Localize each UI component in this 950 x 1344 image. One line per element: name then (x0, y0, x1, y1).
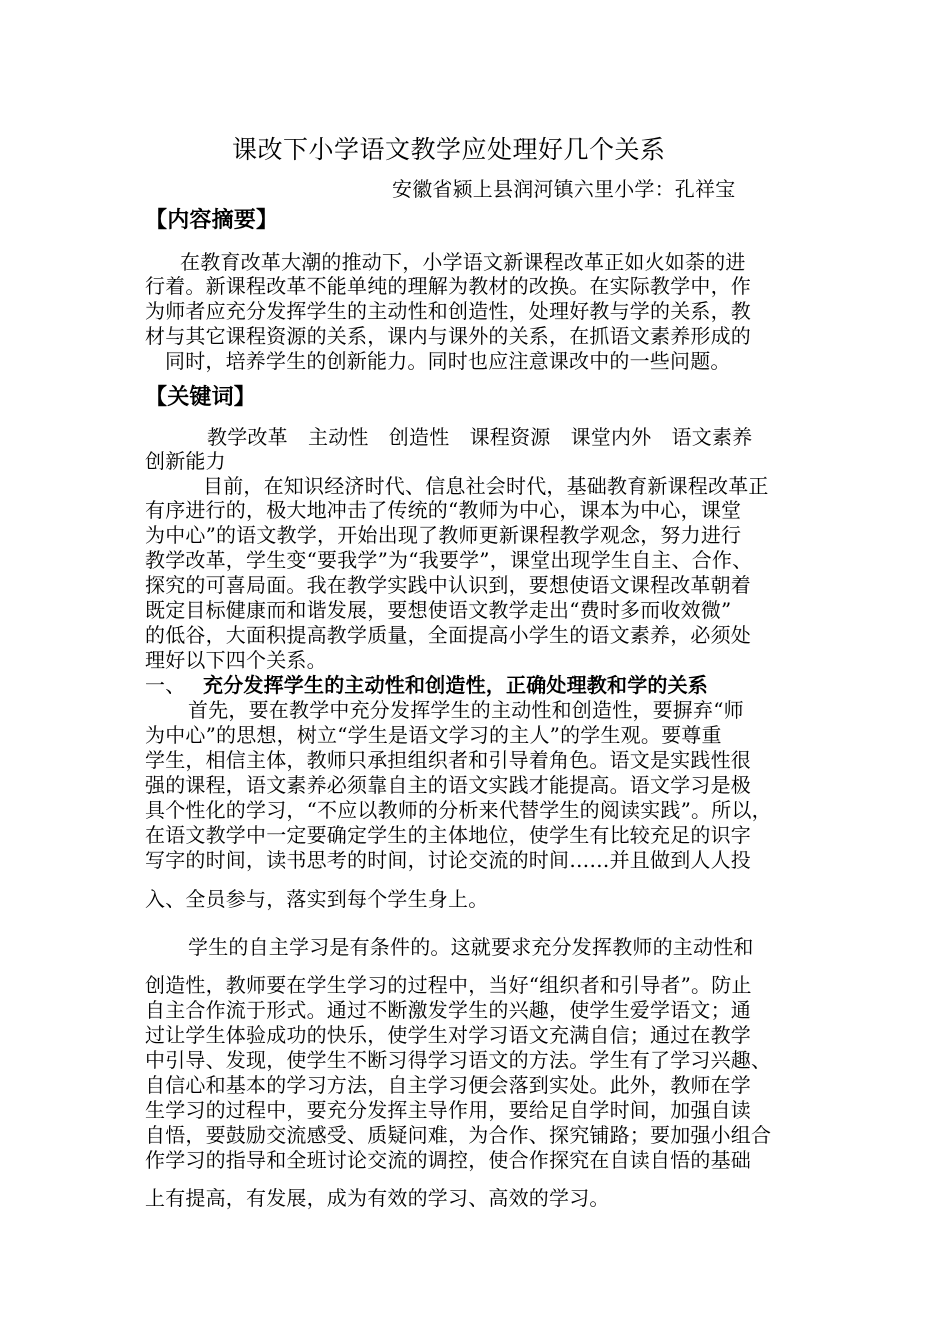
paragraph-line: 具个性化的学习，“不应以教师的分析来代替学生的阅读实践”。所以， (145, 798, 772, 822)
paragraph-line: 为中心”的思想，树立“学生是语文学习的主人”的学生观。要尊重 (145, 723, 722, 747)
paragraph-line: 作学习的指导和全班讨论交流的调控，使合作探究在自读自悟的基础 (145, 1148, 751, 1172)
intro-line: 既定目标健康而和谐发展，要想使语文教学走出“费时多而收效微” (145, 598, 732, 622)
paragraph-line: 创造性，教师要在学生学习的过程中，当好“组织者和引导者”。防止 (145, 973, 752, 997)
abstract-line: 同时，培养学生的创新能力。同时也应注意课改中的一些问题。 (165, 349, 731, 373)
paragraph-line: 中引导、发现，使学生不断习得学习语文的方法。学生有了学习兴趣、 (145, 1048, 772, 1072)
intro-line: 教学改革，学生变“要我学”为“我要学”，课堂出现学生自主、合作、 (145, 548, 753, 572)
paragraph-line: 写字的时间，读书思考的时间，讨论交流的时间……并且做到人人投 (145, 848, 751, 872)
keywords-heading: 【关键词】 (145, 385, 257, 410)
paragraph-line: 过让学生体验成功的快乐，使学生对学习语文充满自信；通过在教学 (145, 1023, 751, 1047)
abstract-line: 行着。新课程改革不能单纯的理解为教材的改换。在实际教学中，作 (145, 274, 751, 298)
paragraph-line: 强的课程，语文素养必须靠自主的语文实践才能提高。语文学习是极 (145, 773, 751, 797)
abstract-line: 材与其它课程资源的关系，课内与课外的关系，在抓语文素养形成的 (145, 324, 751, 348)
paragraph-line: 学生的自主学习是有条件的。这就要求充分发挥教师的主动性和 (188, 935, 754, 959)
author-line: 安徽省颍上县润河镇六里小学：孔祥宝 (392, 177, 736, 201)
intro-line: 探究的可喜局面。我在教学实践中认识到，要想使语文课程改革朝着 (145, 573, 751, 597)
paragraph-line: 首先，要在教学中充分发挥学生的主动性和创造性，要摒弃“师 (188, 698, 744, 722)
section-heading: 充分发挥学生的主动性和创造性，正确处理教和学的关系 (203, 673, 708, 697)
paragraph-line: 自主合作流于形式。通过不断激发学生的兴趣，使学生爱学语文；通 (145, 998, 751, 1022)
intro-line: 有序进行的，极大地冲击了传统的“教师为中心，课本为中心，课堂 (145, 498, 742, 522)
paragraph-line: 自悟，要鼓励交流感受、质疑问难，为合作、探究铺路；要加强小组合 (145, 1123, 772, 1147)
paragraph-line: 生学习的过程中，要充分发挥主导作用，要给足自学时间，加强自读 (145, 1098, 751, 1122)
intro-line: 为中心”的语文教学，开始出现了教师更新课程教学观念，努力进行 (145, 523, 742, 547)
paragraph-line: 上有提高，有发展，成为有效的学习、高效的学习。 (145, 1186, 610, 1210)
abstract-heading: 【内容摘要】 (145, 208, 279, 233)
intro-line: 目前，在知识经济时代、信息社会时代，基础教育新课程改革正 (203, 474, 769, 498)
keywords-line: 创新能力 (145, 449, 226, 473)
document-title: 课改下小学语文教学应处理好几个关系 (232, 135, 666, 164)
intro-line: 理好以下四个关系。 (145, 648, 327, 672)
paragraph-line: 入、全员参与，落实到每个学生身上。 (145, 887, 489, 911)
intro-line: 的低谷，大面积提高教学质量，全面提高小学生的语文素养，必须处 (145, 623, 751, 647)
abstract-line: 在教育改革大潮的推动下，小学语文新课程改革正如火如荼的进 (180, 250, 746, 274)
paragraph-line: 学生，相信主体，教师只承担组织者和引导着角色。语文是实践性很 (145, 748, 751, 772)
paragraph-line: 自信心和基本的学习方法，自主学习便会落到实处。此外，教师在学 (145, 1073, 751, 1097)
section-number: 一、 (145, 673, 186, 697)
abstract-line: 为师者应充分发挥学生的主动性和创造性，处理好教与学的关系，教 (145, 299, 751, 323)
paragraph-line: 在语文教学中一定要确定学生的主体地位，使学生有比较充足的识字 (145, 823, 751, 847)
keywords-line: 教学改革 主动性 创造性 课程资源 课堂内外 语文素养 (207, 425, 753, 449)
